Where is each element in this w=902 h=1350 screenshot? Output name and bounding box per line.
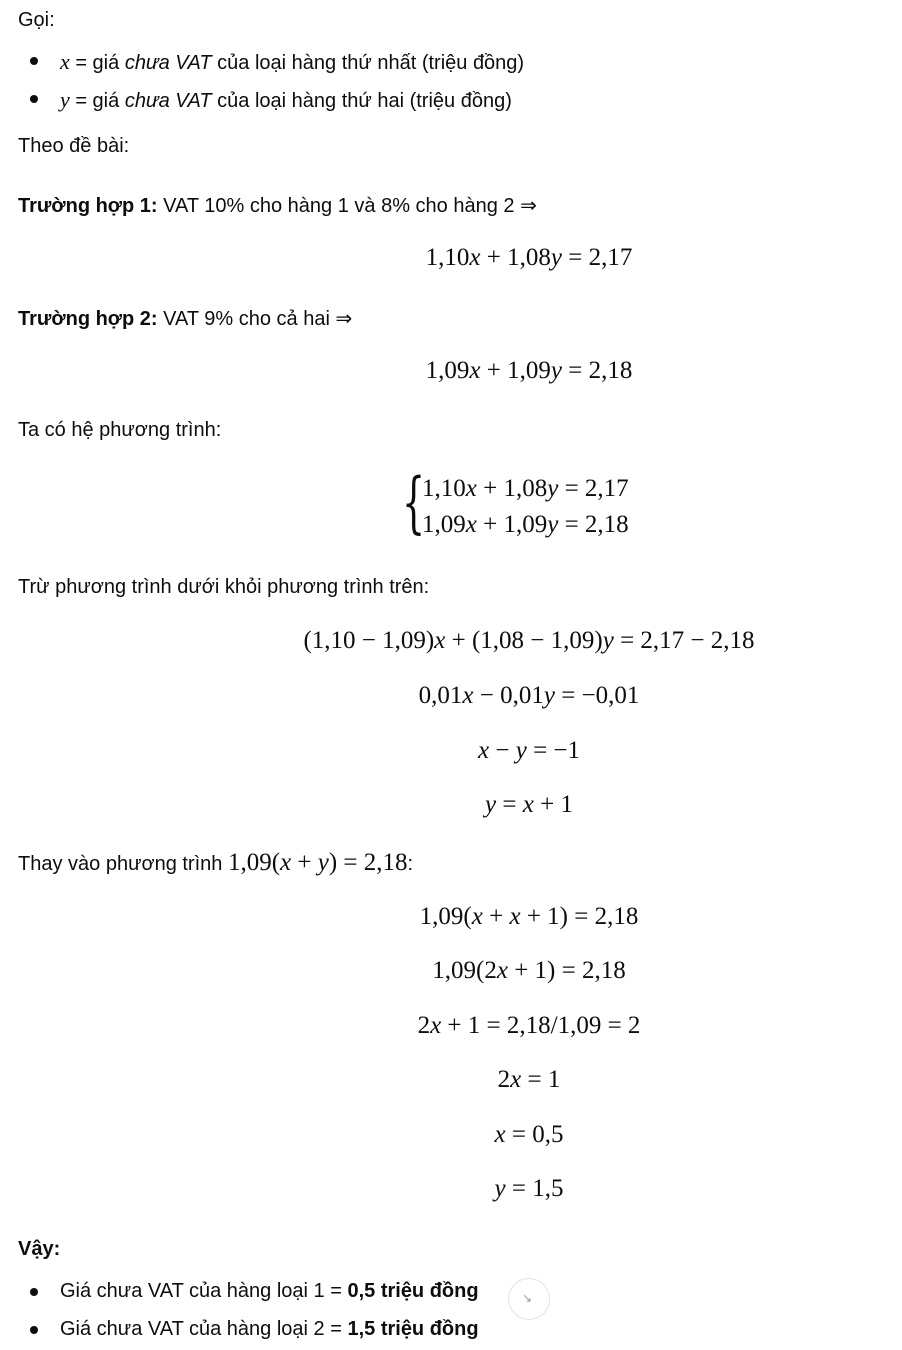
step-substitute-4 xyxy=(0,1066,902,1094)
eq-term: + 1) = 2,18 xyxy=(507,957,626,984)
eq-term: + 1,08 xyxy=(480,244,551,271)
eq-term: = xyxy=(496,791,523,818)
eq-var: x xyxy=(477,737,490,764)
conclusion-item-value: 1,5 triệu đồng xyxy=(347,1318,479,1340)
eq-term: = −1 xyxy=(526,737,581,764)
substitute-line xyxy=(18,849,413,877)
eq-var: x xyxy=(462,682,474,709)
eq-term: = 1 xyxy=(521,1066,561,1093)
def-rest: của loại hàng thứ hai (triệu đồng) xyxy=(211,90,512,112)
var-x: x xyxy=(60,49,70,74)
eq-term: + 1,09 xyxy=(476,511,548,538)
def-em: chưa VAT xyxy=(124,90,212,112)
eq-var: y xyxy=(547,475,559,502)
eq-var: x xyxy=(280,849,292,876)
eq-term: 1,09( xyxy=(419,903,472,930)
eq-term: 2 xyxy=(417,1012,431,1039)
conclusion-item-2 xyxy=(60,1318,479,1341)
substitute-end: : xyxy=(407,853,414,875)
eq-term: = −0,01 xyxy=(554,682,640,709)
bullet-dot xyxy=(30,57,38,65)
eq-term: − xyxy=(489,737,516,764)
step-substitute-2 xyxy=(0,957,902,985)
eq-var: x xyxy=(471,903,483,930)
substitute-text: Thay vào phương trình xyxy=(18,853,228,875)
substitute-math xyxy=(228,849,408,876)
eq-term: 0,01 xyxy=(418,682,463,709)
equation-case2 xyxy=(0,357,902,385)
eq-var: y xyxy=(494,1175,506,1202)
theo-de-bai-text: Theo đề bài: xyxy=(18,135,130,157)
conclusion-item-text: Giá chưa VAT của hàng loại 2 = xyxy=(60,1318,348,1340)
def-rest: của loại hàng thứ nhất (triệu đồng) xyxy=(211,52,525,74)
eq-term: = 0,5 xyxy=(505,1121,564,1148)
eq-term: = 2,17 xyxy=(561,244,633,271)
equation-case1 xyxy=(0,244,902,272)
eq-term: 1,09 xyxy=(422,511,466,538)
case2-label: Trường hợp 2: xyxy=(18,308,158,330)
left-brace-icon: { xyxy=(402,464,426,541)
eq-term: + 1,08 xyxy=(476,475,548,502)
step-substitute-5 xyxy=(0,1121,902,1149)
eq-var: x xyxy=(469,357,481,384)
conclusion-label-text: Vậy: xyxy=(18,1238,61,1260)
eq-term: + 1 = 2,18/1,09 = 2 xyxy=(441,1012,641,1039)
eq-var: y xyxy=(543,682,555,709)
case1-line xyxy=(18,193,537,218)
eq-var: x xyxy=(496,957,508,984)
eq-term: 2 xyxy=(497,1066,511,1093)
eq-term: ) = 2,18 xyxy=(328,849,408,876)
eq-term: = 2,18 xyxy=(561,357,633,384)
eq-term: = 2,18 xyxy=(558,511,629,538)
conclusion-label xyxy=(18,1238,60,1261)
intro-text: Gọi: xyxy=(18,9,55,31)
system-row-1 xyxy=(422,475,629,503)
step-substitute-1 xyxy=(0,903,902,931)
step-subtract-2 xyxy=(0,682,902,710)
step-substitute-6 xyxy=(0,1175,902,1203)
eq-var: x xyxy=(469,244,481,271)
step-subtract-1 xyxy=(0,627,902,655)
eq-var: x xyxy=(434,627,446,654)
eq-term: 1,10 xyxy=(425,244,470,271)
eq-var: x xyxy=(430,1012,442,1039)
eq-term: = 1,5 xyxy=(505,1175,564,1202)
scroll-down-button[interactable] xyxy=(508,1278,550,1320)
bullet-dot xyxy=(30,1326,38,1334)
subtract-intro-text: Trừ phương trình dưới khỏi phương trình trên: xyxy=(18,576,430,598)
eq-var: x xyxy=(522,791,534,818)
eq-var: y xyxy=(547,511,559,538)
eq-term: 1,10 xyxy=(422,475,466,502)
eq-term: (1,10 − 1,09) xyxy=(303,627,435,654)
eq-var: x xyxy=(494,1121,506,1148)
system-intro-text: Ta có hệ phương trình: xyxy=(18,419,222,441)
eq-term: + 1,09 xyxy=(480,357,551,384)
eq-term: = 2,17 − 2,18 xyxy=(613,627,755,654)
eq-term: = 2,17 xyxy=(558,475,629,502)
scroll-down-icon: ↘ xyxy=(522,1291,533,1305)
step-subtract-3 xyxy=(0,737,902,765)
system-row-2 xyxy=(422,511,629,539)
case1-text: VAT 10% cho hàng 1 và 8% cho hàng 2 ⇒ xyxy=(157,195,537,217)
eq-term: + xyxy=(291,849,318,876)
case2-line xyxy=(18,306,352,331)
step-substitute-3 xyxy=(0,1012,902,1040)
eq-var: x xyxy=(465,475,477,502)
eq-var: y xyxy=(317,849,329,876)
eq-term: 1,09 xyxy=(425,357,470,384)
conclusion-item-1 xyxy=(60,1280,479,1303)
eq-var: x xyxy=(509,903,521,930)
eq-var: x xyxy=(510,1066,522,1093)
eq-term: + 1) = 2,18 xyxy=(520,903,639,930)
def-eq: = giá xyxy=(69,52,125,74)
case2-text: VAT 9% cho cả hai ⇒ xyxy=(157,308,353,330)
eq-var: y xyxy=(515,737,527,764)
definition-x xyxy=(60,49,524,75)
eq-var: x xyxy=(465,511,477,538)
bullet-dot xyxy=(30,95,38,103)
eq-var: y xyxy=(485,791,497,818)
bullet-dot xyxy=(30,1288,38,1296)
eq-var: y xyxy=(550,244,562,271)
eq-term: 1,09(2 xyxy=(432,957,497,984)
conclusion-item-value: 0,5 triệu đồng xyxy=(347,1280,479,1302)
eq-var: y xyxy=(550,357,562,384)
eq-term: + xyxy=(482,903,510,930)
eq-term: + 1 xyxy=(533,791,573,818)
case1-label: Trường hợp 1: xyxy=(18,195,158,217)
var-y: y xyxy=(60,87,70,112)
eq-term: + (1,08 − 1,09) xyxy=(445,627,603,654)
def-em: chưa VAT xyxy=(124,52,212,74)
conclusion-item-text: Giá chưa VAT của hàng loại 1 = xyxy=(60,1280,348,1302)
definition-y xyxy=(60,87,512,113)
step-subtract-4 xyxy=(0,791,902,819)
eq-term: − 0,01 xyxy=(473,682,544,709)
def-eq: = giá xyxy=(69,90,125,112)
eq-term: 1,09( xyxy=(227,849,281,876)
eq-var: y xyxy=(602,627,614,654)
